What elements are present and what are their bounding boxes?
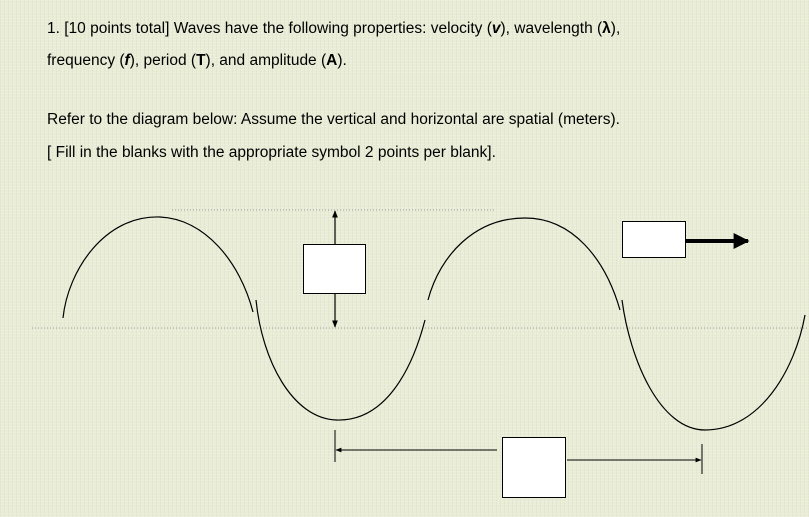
velocity-symbol: v: [491, 20, 501, 37]
question-line-1: 1. [10 points total] Waves have the following properties: velocity (v), wavelength (λ),: [47, 20, 621, 37]
wavelength-blank[interactable]: [502, 437, 566, 498]
period-symbol: T: [196, 52, 206, 69]
amplitude-blank[interactable]: [303, 244, 366, 294]
velocity-blank[interactable]: [622, 221, 686, 258]
question-points: [10 points total]: [64, 20, 170, 37]
instruction-text: Refer to the diagram below: Assume the vertical and horizontal are spatial (meters).: [47, 111, 620, 128]
frequency-symbol: f: [124, 52, 130, 69]
amplitude-symbol: A: [326, 52, 338, 69]
blank-instruction-text: [ Fill in the blanks with the appropriate symbol 2 points per blank].: [47, 144, 496, 161]
wave-curve: [63, 217, 805, 430]
question-number: 1.: [47, 20, 60, 37]
wavelength-symbol: λ: [602, 20, 611, 37]
question-line-2: frequency (f), period (T), and amplitude (A).: [47, 52, 347, 69]
